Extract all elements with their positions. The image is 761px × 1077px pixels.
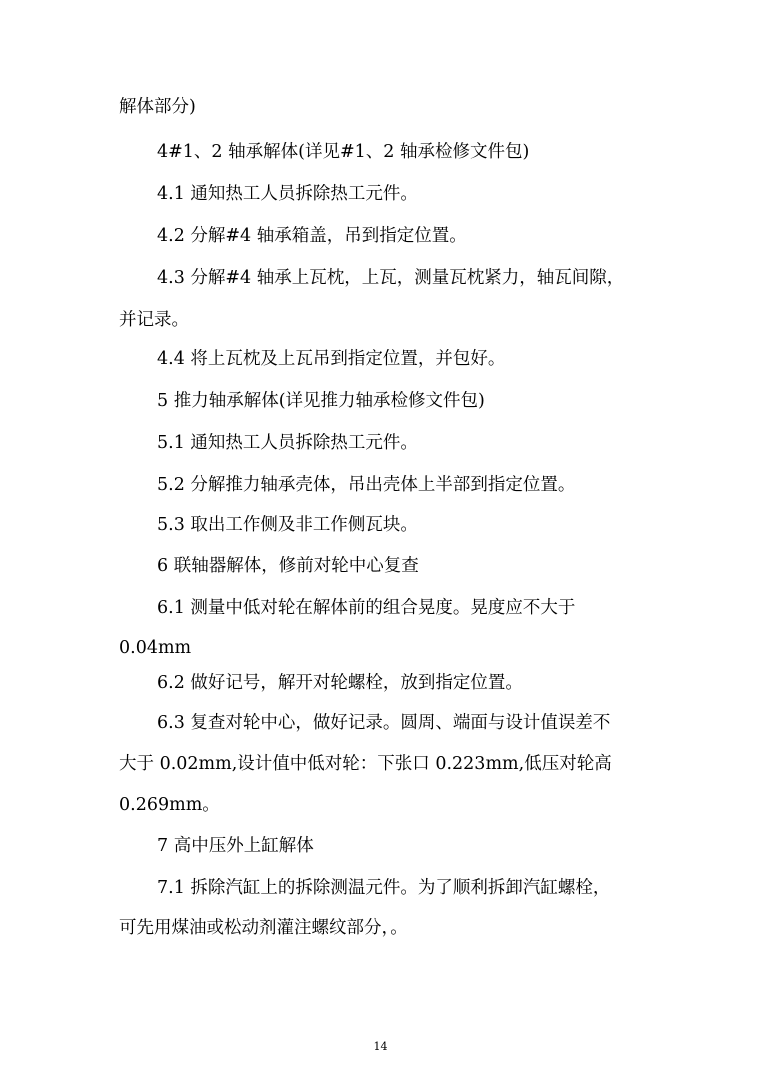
section-heading-6: 6 联轴器解体，修前对轮中心复查 bbox=[157, 556, 419, 576]
text-line: 4.4 将上瓦枕及上瓦吊到指定位置，并包好。 bbox=[157, 349, 506, 369]
text-line: 解体部分) bbox=[119, 97, 196, 117]
text-line: 5.3 取出工作侧及非工作侧瓦块。 bbox=[157, 515, 418, 535]
text-line: 4.2 分解#4 轴承箱盖，吊到指定位置。 bbox=[157, 226, 467, 246]
text-line: 并记录。 bbox=[119, 310, 189, 330]
text-line: 5.2 分解推力轴承壳体，吊出壳体上半部到指定位置。 bbox=[157, 475, 576, 495]
text-line: 6.1 测量中低对轮在解体前的组合晃度。晃度应不大于 bbox=[157, 598, 576, 618]
text-line: 0.269mm。 bbox=[119, 795, 220, 815]
text-line: 可先用煤油或松动剂灌注螺纹部分，。 bbox=[119, 918, 408, 938]
text-line: 4.3 分解#4 轴承上瓦枕，上瓦，测量瓦枕紧力，轴瓦间隙， bbox=[157, 268, 625, 288]
text-line: 6.3 复查对轮中心，做好记录。圆周、端面与设计值误差不 bbox=[157, 713, 611, 733]
text-line: 5.1 通知热工人员拆除热工元件。 bbox=[157, 433, 418, 453]
text-line: 0.04mm bbox=[119, 638, 192, 658]
text-line: 4.1 通知热工人员拆除热工元件。 bbox=[157, 184, 418, 204]
text-line: 7.1 拆除汽缸上的拆除测温元件。为了顺利拆卸汽缸螺栓， bbox=[157, 878, 611, 898]
text-line: 大于 0.02mm,设计值中低对轮：下张口 0.223mm,低压对轮高 bbox=[119, 754, 612, 774]
section-heading-4: 4#1、2 轴承解体(详见#1、2 轴承检修文件包) bbox=[157, 142, 530, 162]
page-number: 14 bbox=[373, 1040, 388, 1053]
section-heading-7: 7 高中压外上缸解体 bbox=[157, 836, 314, 856]
text-line: 6.2 做好记号，解开对轮螺栓，放到指定位置。 bbox=[157, 673, 523, 693]
section-heading-5: 5 推力轴承解体(详见推力轴承检修文件包) bbox=[157, 391, 485, 411]
